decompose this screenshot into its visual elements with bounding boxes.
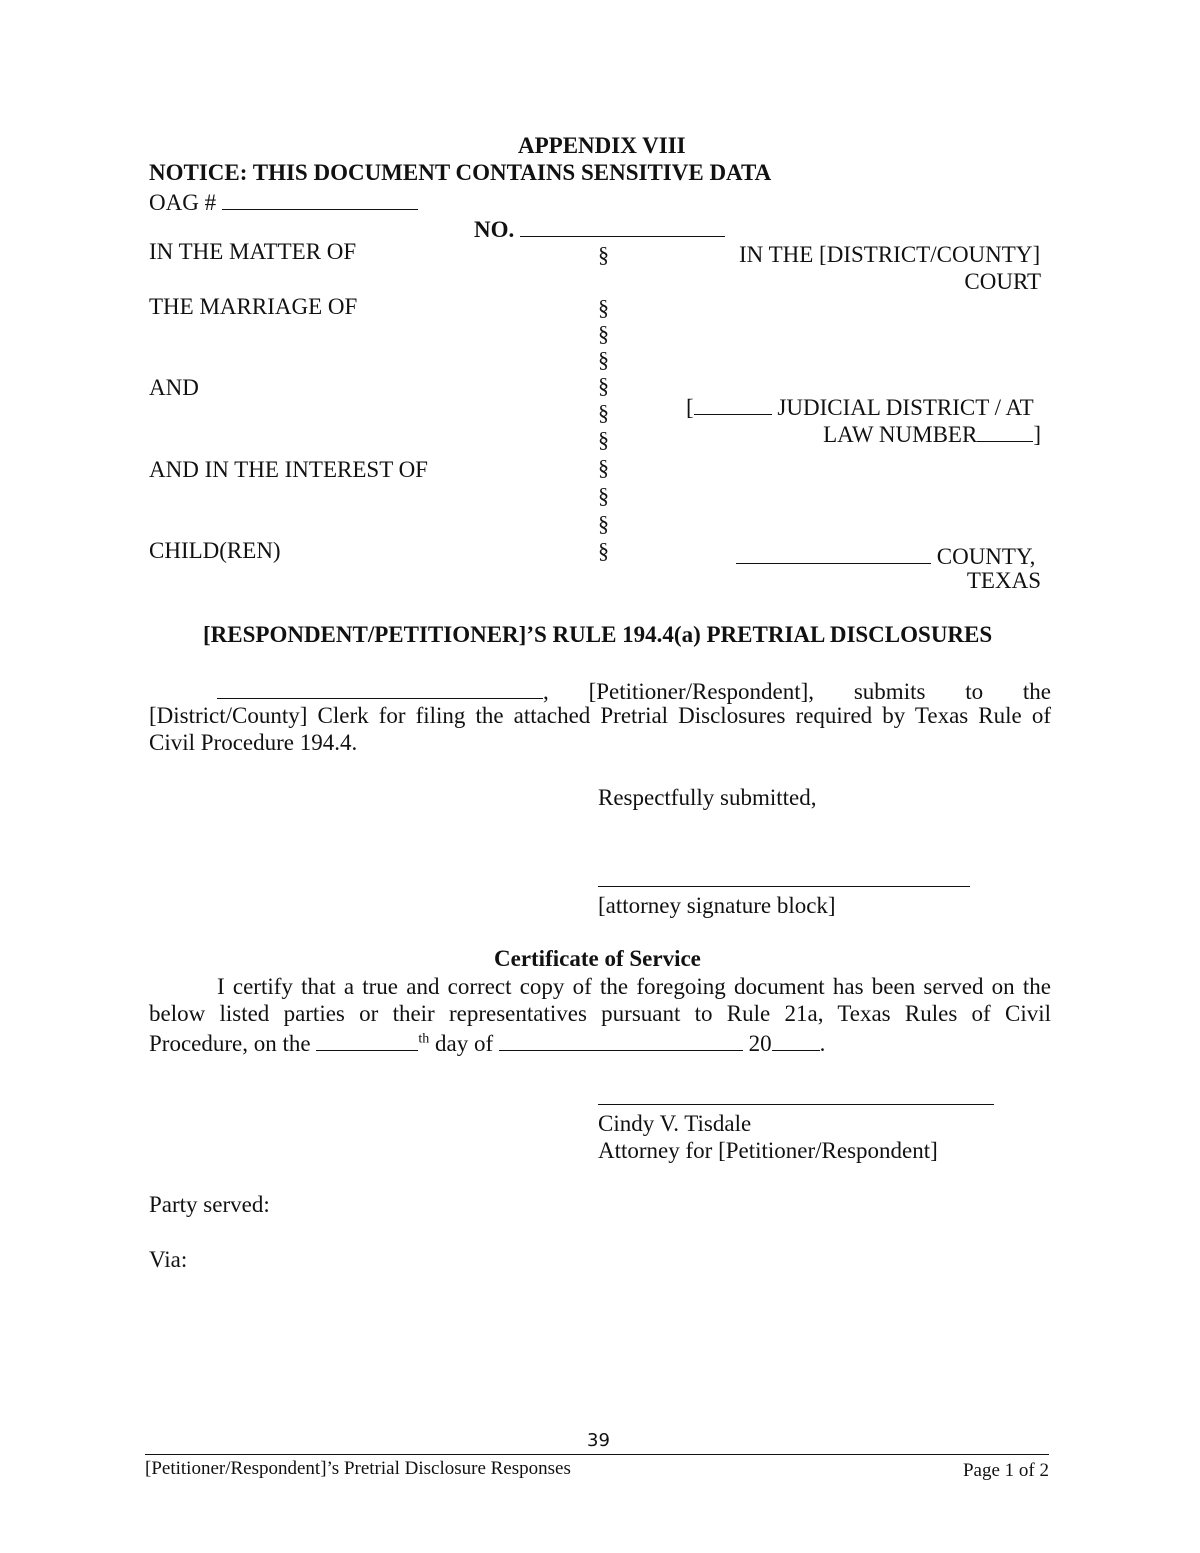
section-symbol: § <box>598 321 609 346</box>
ordinal-suffix: th <box>418 1031 430 1047</box>
party-served-label: Party served: <box>149 1192 270 1217</box>
section-symbol: § <box>598 242 609 267</box>
certificate-line-2: below listed parties or their representatives pursuant to Rule 21a, Texas Rules of Civil <box>149 1001 1051 1026</box>
footer-left-text: [Petitioner/Respondent]’s Pretrial Disclosure Responses <box>145 1458 571 1479</box>
body-line-3: Civil Procedure 194.4. <box>149 730 358 755</box>
attorney-name: Cindy V. Tisdale <box>598 1111 752 1136</box>
attorney-role: Attorney for [Petitioner/Respondent] <box>598 1138 938 1163</box>
month-blank <box>499 1027 743 1051</box>
party-name-blank <box>217 675 543 699</box>
certificate-line-3 <box>149 1027 825 1058</box>
judicial-district-text: JUDICIAL DISTRICT / AT <box>777 395 1034 420</box>
section-symbol: § <box>598 400 609 425</box>
body-line-1 <box>149 675 1051 706</box>
certificate-heading: Certificate of Service <box>494 946 701 971</box>
judicial-district-blank <box>694 391 772 415</box>
court-line-1: IN THE [DISTRICT/COUNTY] <box>739 242 1041 267</box>
county-blank <box>736 540 931 564</box>
section-symbol: § <box>598 511 609 536</box>
footer-page-of: Page 1 of 2 <box>962 1460 1049 1481</box>
section-symbol: § <box>598 483 609 508</box>
county-text: COUNTY, <box>936 544 1036 569</box>
document-title: [RESPONDENT/PETITIONER]’S RULE 194.4(a) PRETRIAL DISCLOSURES <box>203 622 993 647</box>
oag-number-field <box>149 186 418 217</box>
state-text: TEXAS <box>966 568 1041 593</box>
caption-marriage-of: THE MARRIAGE OF <box>149 294 358 319</box>
appendix-title: APPENDIX VIII <box>518 133 686 158</box>
year-prefix: 20 <box>748 1031 772 1056</box>
body-comma: , <box>543 679 549 704</box>
body-line-1-text: [Petitioner/Respondent], submits to the <box>588 679 1052 704</box>
section-symbol: § <box>598 347 609 372</box>
section-symbol: § <box>598 455 609 480</box>
law-number-text: LAW NUMBER <box>823 422 978 447</box>
certificate-line-3-start: Procedure, on the <box>149 1031 311 1056</box>
section-symbol: § <box>598 295 609 320</box>
attorney-signature-block: [attorney signature block] <box>598 893 836 918</box>
cause-number-field <box>474 213 725 244</box>
oag-label: OAG # <box>149 190 217 215</box>
law-number-blank <box>977 418 1033 442</box>
day-blank <box>316 1027 418 1051</box>
section-symbol: § <box>598 373 609 398</box>
certificate-line-1 <box>149 973 1051 1001</box>
via-label: Via: <box>149 1247 188 1272</box>
judicial-district-line-1 <box>686 391 1034 422</box>
county-line <box>736 540 1035 571</box>
section-symbol: § <box>598 538 609 563</box>
footer-rule <box>145 1454 1049 1455</box>
certificate-signature-line <box>598 1104 994 1105</box>
respectfully-submitted: Respectfully submitted, <box>598 785 817 810</box>
caption-interest-of: AND IN THE INTEREST OF <box>149 457 428 482</box>
caption-children: CHILD(REN) <box>149 538 281 563</box>
court-line-2: COURT <box>964 269 1041 294</box>
section-symbol: § <box>598 427 609 452</box>
certificate-line-1-text: I certify that a true and correct copy of the foregoing document has been served on the <box>217 974 1051 999</box>
day-of-text: day of <box>434 1031 494 1056</box>
caption-matter-of: IN THE MATTER OF <box>149 239 357 264</box>
judicial-district-line-2 <box>823 418 1041 449</box>
body-line-2: [District/County] Clerk for filing the attached Pretrial Disclosures required by Texas Rule of <box>149 703 1051 728</box>
caption-and: AND <box>149 375 199 400</box>
sensitive-data-notice: NOTICE: THIS DOCUMENT CONTAINS SENSITIVE DATA <box>149 160 772 185</box>
bracket-close: ] <box>1033 422 1041 447</box>
year-blank <box>772 1027 820 1051</box>
no-label: NO. <box>474 217 515 242</box>
bracket-open: [ <box>686 395 694 420</box>
certificate-period: . <box>819 1031 826 1056</box>
page-number: 39 <box>587 1430 610 1451</box>
attorney-signature-line <box>598 886 970 887</box>
cause-number-blank <box>520 213 725 237</box>
oag-blank <box>222 186 418 210</box>
